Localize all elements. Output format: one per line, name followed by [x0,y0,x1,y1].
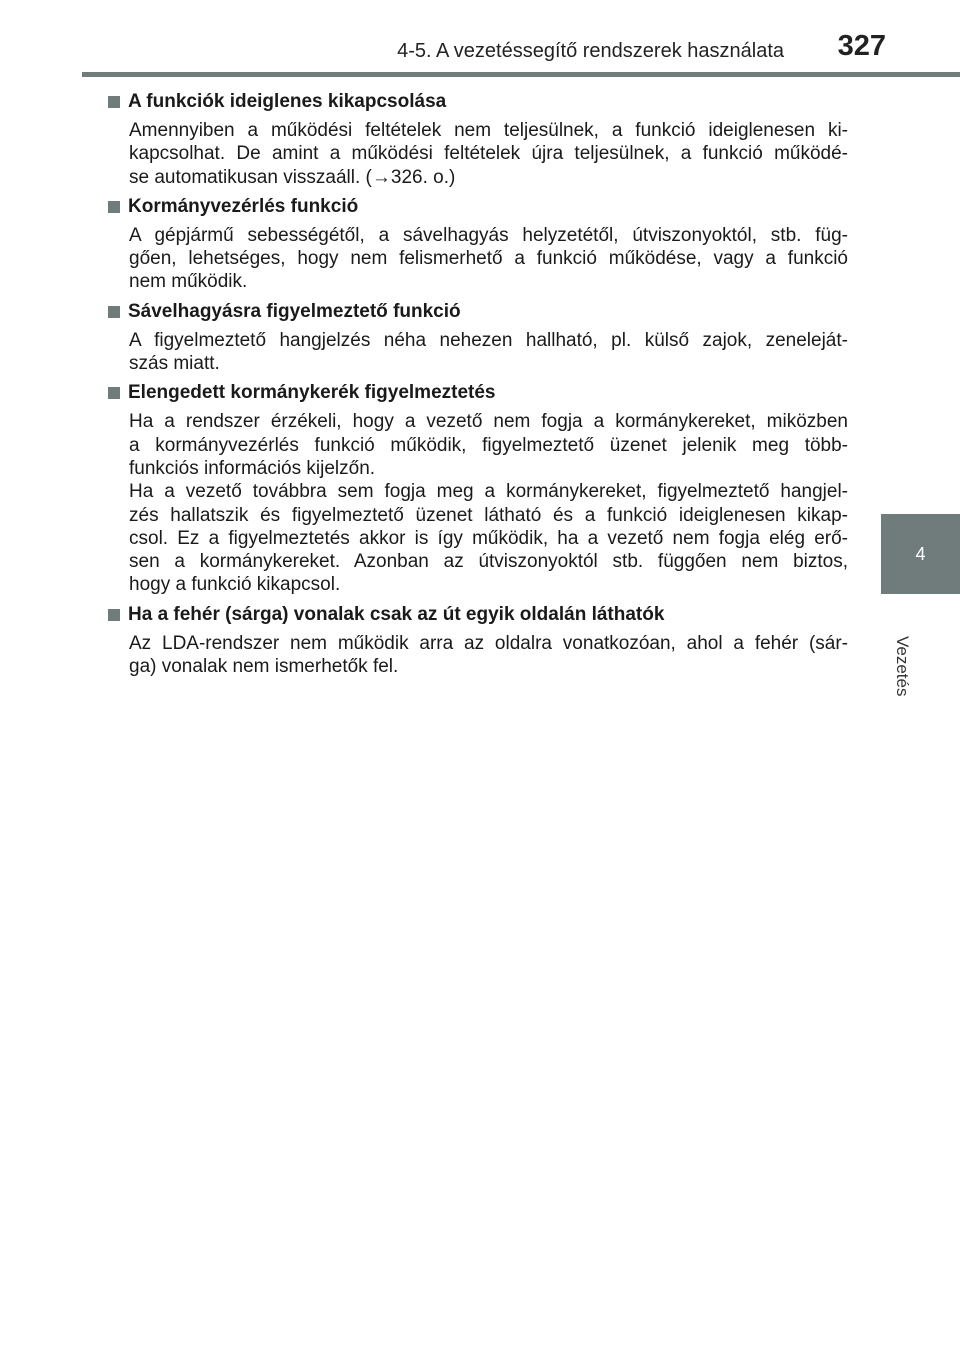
body-line: se automatikusan visszaáll. (→326. o.) [129,166,456,188]
body-line: zés hallatszik és figyelmeztető üzenet látható és a funkció ideiglenesen kikap- [129,504,848,526]
chapter-tab-number: 4 [915,543,926,564]
body-line: kapcsolhat. De amint a működési feltételek újra teljesülnek, a funkció működé- [129,143,848,165]
section-heading [108,381,848,405]
section-body [129,632,848,679]
square-bullet-icon [108,306,120,318]
body-line: Az LDA-rendszer nem működik arra az oldalra vonatkozóan, ahol a fehér (sár- [129,632,848,654]
section-hands-off-warning [108,381,848,596]
body-line: funkciós információs kijelzőn. [129,457,376,479]
section-heading [108,603,848,627]
section-heading-text: Ha a fehér (sárga) vonalak csak az út egyik oldalán láthatók [128,603,665,625]
chapter-header-title: 4-5. A vezetéssegítő rendszerek használata [397,40,784,62]
square-bullet-icon [108,96,120,108]
section-heading-text: A funkciók ideiglenes kikapcsolása [128,91,447,112]
square-bullet-icon [108,387,120,399]
body-line: gően, lehetséges, hogy nem felismerhető a funkció működése, vagy a funkció [129,248,848,270]
section-heading-text: Kormányvezérlés funkció [128,195,359,217]
chapter-side-label-text: Vezetés [893,636,912,697]
page-content [108,90,848,684]
section-body [129,329,848,376]
body-line: a kormányvezérlés funkció működik, figyelmeztető üzenet jelenik meg több- [129,434,848,456]
section-steering-control [108,195,848,294]
chapter-side-label [893,636,932,697]
body-line: Amennyiben a működési feltételek nem teljesülnek, a funkció ideiglenesen ki- [129,120,848,141]
section-body [129,119,848,189]
section-temporary-deactivation [108,90,848,189]
section-body [129,224,848,294]
section-heading [108,90,848,114]
square-bullet-icon [108,609,120,621]
body-line: szás miatt. [129,353,220,375]
body-line: nem működik. [129,271,248,293]
body-line: A figyelmeztető hangjelzés néha nehezen hallható, pl. külső zajok, zeneleját- [129,329,848,351]
body-line: sen a kormánykereket. Azonban az útviszonyoktól stb. függően nem biztos, [129,551,848,573]
square-bullet-icon [108,201,120,213]
section-heading [108,300,848,324]
section-body [129,410,848,596]
body-line: Ha a vezető továbbra sem fogja meg a kormánykereket, figyelmeztető hangjel- [129,481,848,503]
body-line: Ha a rendszer érzékeli, hogy a vezető nem fogja a kormánykereket, miközben [129,411,848,433]
body-line: A gépjármű sebességétől, a sávelhagyás helyzetétől, útviszonyoktól, stb. füg- [129,224,848,246]
section-one-side-lines [108,603,848,679]
body-line: hogy a funkció kikapcsol. [129,574,341,596]
chapter-tab [881,514,960,594]
body-line: ga) vonalak nem ismerhetők fel. [129,656,399,678]
body-line: csol. Ez a figyelmeztetés akkor is így működik, ha a vezető nem fogja elég erő- [129,527,848,549]
header-divider [82,72,960,77]
section-heading [108,195,848,219]
section-heading-text: Elengedett kormánykerék figyelmeztetés [128,382,496,404]
section-lane-departure-alert [108,300,848,376]
page-number: 327 [837,30,886,62]
section-heading-text: Sávelhagyásra figyelmeztető funkció [128,300,461,322]
